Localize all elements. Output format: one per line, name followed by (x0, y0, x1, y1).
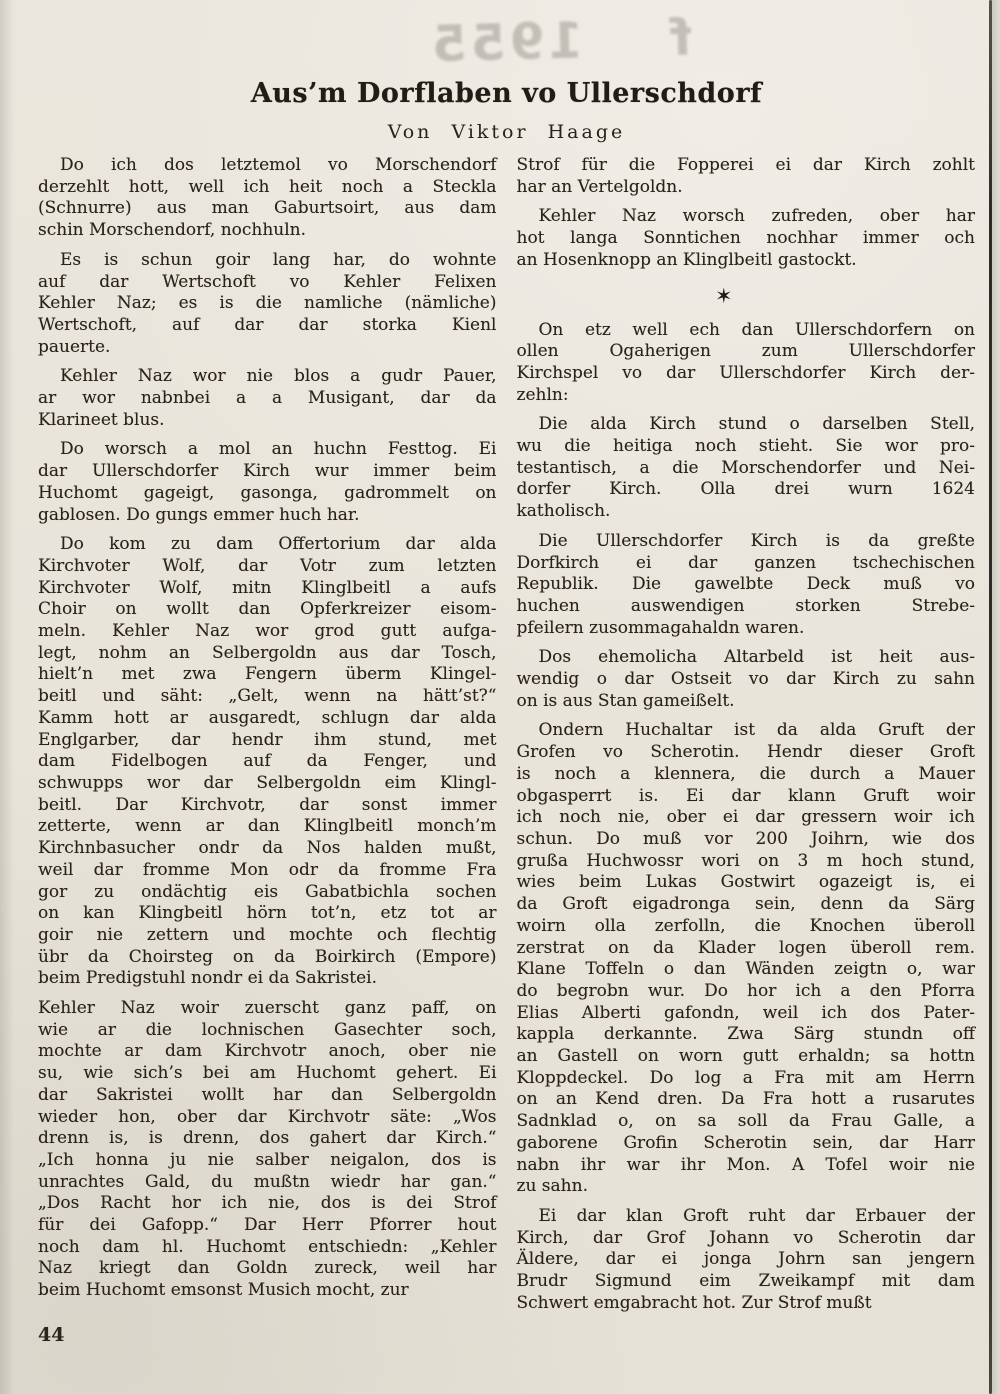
text-line: har an Vertelgoldn. (516, 176, 683, 197)
text-line: dam Fidelbogen auf da Fenger, und (38, 751, 497, 772)
text-line: drenn is, is drenn, dos gahert dar Kirch.“ (38, 1128, 497, 1149)
text-line: grußa Huchwossr wori on 3 m hoch stund, (516, 850, 975, 871)
star-divider-icon: ✶ (714, 283, 733, 308)
text-line: „Dos Racht hor ich nie, dos is dei Strof (38, 1193, 497, 1214)
text-line: an Gastell on worn gutt erhaldn; sa hottn (516, 1046, 975, 1067)
text-line: noch dam hl. Huchomt entschiedn: „Kehler (38, 1236, 497, 1257)
text-line: dar Sakristei wollt har dan Selbergoldn (38, 1084, 497, 1105)
text-column-right (517, 155, 976, 1322)
section-divider (517, 280, 976, 312)
text-line: wendig o dar Ostseit vo dar Kirch zu sahn (516, 669, 975, 690)
left-edge-shade (0, 0, 14, 1394)
text-line: beim Huchomt emsonst Musich mocht, zur (38, 1280, 409, 1301)
paragraph (517, 720, 976, 1197)
text-line: dar Ullerschdorfer Kirch wur immer beim (38, 461, 497, 482)
text-line: Kloppdeckel. Do log a Fra mit am Herrn (516, 1067, 975, 1088)
text-line: On etz well ech dan Ullerschdorfern on (538, 319, 975, 340)
text-line: on is aus Stan gameißelt. (516, 690, 735, 711)
text-line: Choir on wollt dan Opferkreizer eisom- (38, 599, 497, 620)
text-line: Kamm hott ar ausgaredt, schlugn dar alda (38, 707, 497, 728)
text-line: übr da Choirsteg on da Boirkirch (Empore) (38, 946, 497, 967)
paragraph (517, 414, 976, 523)
text-line: Kehler Naz wor nie blos a gudr Pauer, (60, 366, 497, 387)
text-line: Die alda Kirch stund o darselben Stell, (538, 414, 975, 435)
paragraph (38, 250, 497, 359)
text-line: an Hosenknopp an Klinglbeitl gastockt. (516, 249, 857, 270)
text-line: Sadnklad o, on sa soll da Frau Galle, a (516, 1111, 975, 1132)
text-line: is noch a klennera, die durch a Mauer (516, 763, 975, 784)
text-line: schwupps wor dar Selbergoldn eim Klingl- (38, 772, 497, 793)
text-line: mochte ar dam Kirchvotr anoch, ober nie (38, 1041, 497, 1062)
text-line: für dei Gafopp.“ Dar Herr Pforrer hout (38, 1215, 497, 1236)
article-header (38, 78, 975, 143)
text-line: Kirchspel vo dar Ullerschdorfer Kirch der- (516, 362, 975, 383)
text-line: Kirchnbasucher ondr da Nos halden mußt, (38, 838, 497, 859)
text-line: wies beim Lukas Gostwirt ogazeigt is, ei (516, 872, 975, 893)
text-line: gaborene Grofin Scherotin sein, dar Harr (516, 1132, 975, 1153)
text-line: pauerte. (38, 336, 111, 357)
text-line: Kehler Naz worsch zufreden, ober har (538, 206, 975, 227)
text-line: Äldere, dar ei jonga Johrn san jengern (516, 1249, 975, 1270)
stamp-year: 1955 (427, 11, 584, 74)
text-line: da Groft eigadronga sein, denn da Särg (516, 894, 975, 915)
text-line: Do worsch a mol an huchn Festtog. Ei (60, 439, 497, 460)
text-column-left (38, 155, 497, 1322)
paragraph (38, 998, 497, 1302)
text-line: wu die heitiga noch stieht. Sie wor pro- (516, 436, 975, 457)
text-line: ollen Ogaherigen zum Ullerschdorfer (516, 341, 975, 362)
text-line: Kirch, dar Grof Johann vo Scherotin dar (516, 1227, 975, 1248)
year-stamp-showthrough (427, 9, 692, 74)
text-line: kappla derkannte. Zwa Särg stundn off (516, 1024, 975, 1045)
text-line: meln. Kehler Naz wor grod gutt aufga- (38, 621, 497, 642)
text-line: zehln: (516, 384, 569, 405)
text-line: weil dar fromme Mon odr da fromme Fra (38, 859, 497, 880)
text-line: Englgarber, dar hendr ihm stund, met (38, 729, 497, 750)
text-line: wieder hon, ober dar Kirchvotr säte: „Wos (38, 1106, 497, 1127)
text-line: schin Morschendorf, nochhuln. (38, 220, 307, 241)
text-line: Klane Toffeln o dan Wänden zeigtn o, war (516, 959, 975, 980)
paragraph (517, 647, 976, 712)
paragraph (38, 534, 497, 990)
text-line: unrachtes Gald, du mußtn wiedr har gan.“ (38, 1171, 497, 1192)
text-line: Wertschoft, auf dar dar storka Kienl (38, 314, 497, 335)
text-line: Dos ehemolicha Altarbeld ist heit aus- (538, 647, 975, 668)
text-line: Strof für die Fopperei ei dar Kirch zohlt (516, 155, 975, 175)
text-line: schun. Do muß vor 200 Joihrn, wie dos (516, 828, 975, 849)
text-line: zetterte, wenn ar dan Klinglbeitl monch’m (38, 816, 497, 837)
text-line: Klarineet blus. (38, 409, 165, 430)
text-line: do begrobn wur. Do hor ich a den Pforra (516, 980, 975, 1001)
paragraph (517, 155, 976, 198)
text-line: derzehlt hott, well ich heit noch a Steckla (38, 176, 497, 197)
paragraph (517, 320, 976, 407)
text-line: huchen auswendigen storken Strebe- (516, 595, 975, 616)
text-line: Kehler Naz; es is die namliche (nämliche) (38, 293, 497, 314)
text-line: beitl und säht: „Gelt, wenn na hätt’st?“ (38, 686, 497, 707)
text-line: Do ich dos letztemol vo Morschendorf (60, 155, 497, 175)
text-line: (Schnurre) aus man Gaburtsoirt, aus dam (38, 198, 497, 219)
text-line: ar wor nabnbei a a Musigant, dar da (38, 388, 497, 409)
text-line: gor zu ondächtig eis Gabatbichla sochen (38, 881, 497, 902)
text-line: Die Ullerschdorfer Kirch is da greßte (538, 530, 975, 551)
paragraph (517, 1206, 976, 1315)
text-line: Ondern Huchaltar ist da alda Gruft der (538, 720, 975, 741)
text-line: Dorfkirch ei dar ganzen tschechischen (516, 552, 975, 573)
paragraph (517, 531, 976, 640)
article-title: Aus’m Dorflaben vo Ullerschdorf (250, 78, 763, 109)
text-line: gablosen. Do gungs emmer huch har. (38, 504, 360, 525)
text-line: katholisch. (516, 501, 611, 522)
text-line: hielt’n met zwa Fengern überm Klingel- (38, 664, 497, 685)
text-line: on kan Klingbeitl hörn tot’n, etz tot ar (38, 903, 497, 924)
page-binding-line (989, 0, 992, 1394)
text-line: testantisch, a die Morschendorfer und Nei- (516, 457, 975, 478)
text-line: „Ich honna ju nie salber neigalon, dos is (38, 1149, 497, 1170)
text-line: beitl. Dar Kirchvotr, dar sonst immer (38, 794, 497, 815)
text-line: Elias Alberti gafondn, weil ich dos Pater- (516, 1002, 975, 1023)
paragraph (517, 206, 976, 271)
text-line: goir nie zettern und mochte och flechtig (38, 924, 497, 945)
text-line: Es is schun goir lang har, do wohnte (60, 249, 497, 270)
text-line: nabn ihr war ihr Mon. A Tofel woir nie (516, 1154, 975, 1175)
text-line: Grofen vo Scherotin. Hendr dieser Groft (516, 742, 975, 763)
text-line: Kirchvoter Wolf, mitn Klinglbeitl a aufs (38, 577, 497, 598)
two-column-body (38, 155, 975, 1322)
stamp-letter: f (665, 8, 693, 68)
text-line: su, wie sich’s bei am Huchomt gehert. Ei (38, 1063, 497, 1084)
text-line: legt, nohm an Selbergoldn aus dar Tosch, (38, 642, 497, 663)
text-line: ich noch nie, ober ei dar gressern woir ich (516, 807, 975, 828)
article-byline: Von Viktor Haage (387, 121, 626, 143)
text-line: Kehler Naz woir zuerscht ganz paff, on (38, 998, 497, 1019)
text-line: zu sahn. (516, 1176, 588, 1197)
text-line: dorfer Kirch. Olla drei wurn 1624 (516, 479, 975, 500)
text-line: Brudr Sigmund eim Zweikampf mit dam (516, 1271, 975, 1292)
page-number: 44 (38, 1324, 65, 1346)
text-line: Republik. Die gawelbte Deck muß vo (516, 574, 975, 595)
text-line: Do kom zu dam Offertorium dar alda (60, 534, 497, 555)
text-line: woirn olla zerfolln, die Knochen überoll (516, 915, 975, 936)
text-line: Naz kriegt dan Goldn zureck, weil har (38, 1258, 497, 1279)
text-line: zerstrat on da Klader logen überoll rem. (516, 937, 975, 958)
paragraph (38, 155, 497, 242)
text-line: on an Kend dren. Da Fra hott a rusarutes (516, 1089, 975, 1110)
text-line: hot langa Sonntichen nochhar immer och (516, 228, 975, 249)
text-line: obgasperrt is. Ei dar klann Gruft woir (516, 785, 975, 806)
paragraph (38, 366, 497, 431)
text-line: Ei dar klan Groft ruht dar Erbauer der (538, 1205, 975, 1226)
text-line: wie ar die lochnischen Gasechter soch, (38, 1019, 497, 1040)
text-line: pfeilern zusommagahaldn waren. (516, 617, 805, 638)
text-line: Huchomt gageigt, gasonga, gadrommelt on (38, 482, 497, 503)
text-line: beim Predigstuhl nondr ei da Sakristei. (38, 968, 377, 989)
text-line: auf dar Wertschoft vo Kehler Felixen (38, 271, 497, 292)
text-line: Kirchvoter Wolf, dar Votr zum letzten (38, 555, 497, 576)
paragraph (38, 439, 497, 526)
text-line: Schwert emgabracht hot. Zur Strof mußt (516, 1292, 872, 1313)
